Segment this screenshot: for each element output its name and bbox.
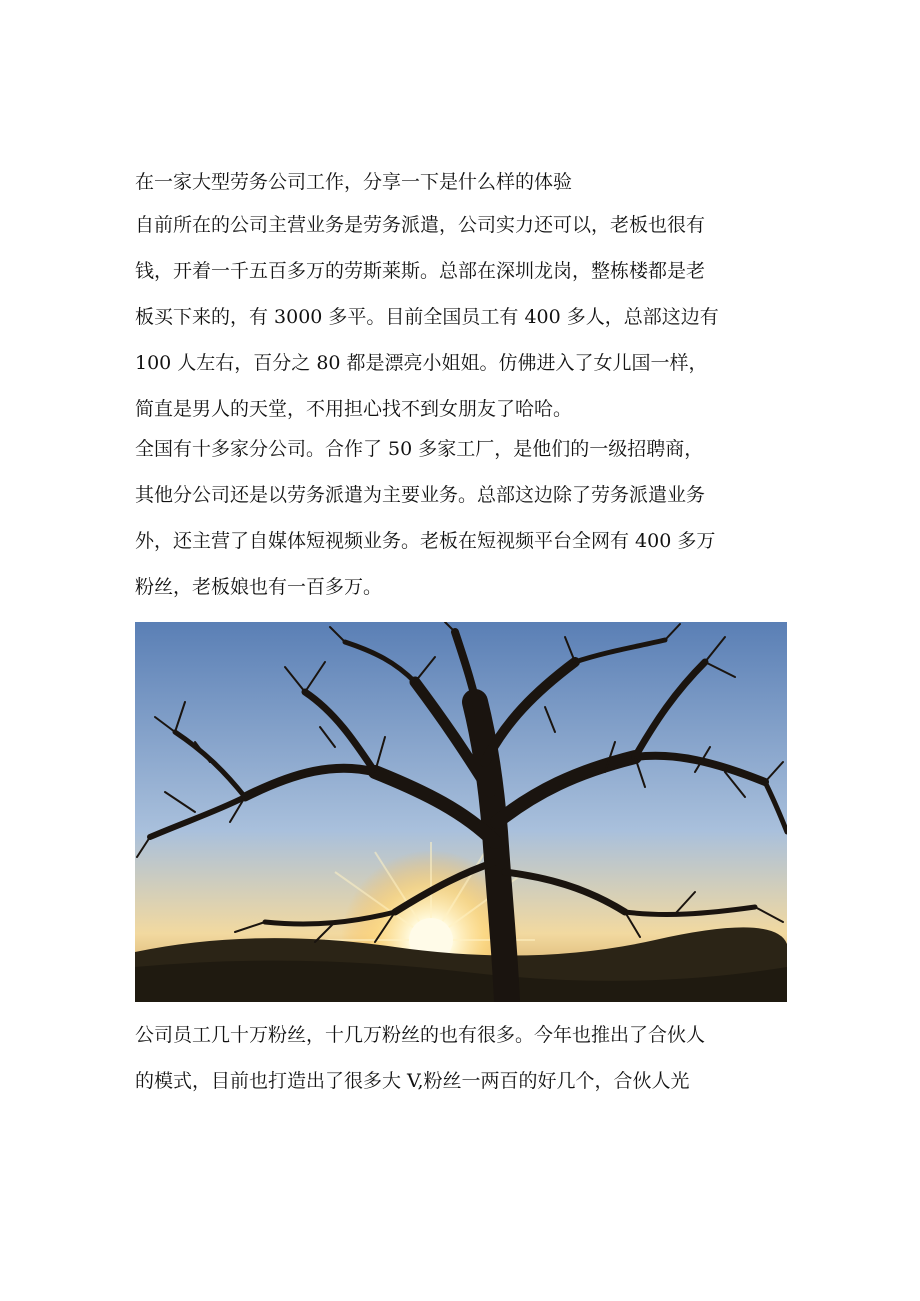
tree-sunset-illustration (135, 622, 787, 1002)
paragraph-line: 钱，开着一千五百多万的劳斯莱斯。总部在深圳龙岗，整栋楼都是老 (135, 260, 706, 282)
paragraph-line: 自前所在的公司主营业务是劳务派遣，公司实力还可以，老板也很有 (135, 214, 706, 236)
paragraph-line: 板买下来的，有 3000 多平。目前全国员工有 400 多人，总部这边有 (135, 306, 719, 328)
document-title: 在一家大型劳务公司工作，分享一下是什么样的体验 (135, 171, 573, 193)
paragraph-line: 100 人左右，百分之 80 都是漂亮小姐姐。仿佛进入了女儿国一样， (135, 352, 708, 374)
paragraph-line: 简直是男人的天堂，不用担心找不到女朋友了哈哈。 (135, 398, 573, 420)
paragraph-1 (135, 202, 787, 432)
paragraph-line: 的模式，目前也打造出了很多大 V,粉丝一两百的好几个，合伙人光 (135, 1070, 690, 1092)
paragraph-line: 公司员工几十万粉丝，十几万粉丝的也有很多。今年也推出了合伙人 (135, 1024, 706, 1046)
paragraph-2 (135, 426, 787, 610)
paragraph-line: 全国有十多家分公司。合作了 50 多家工厂，是他们的一级招聘商， (135, 438, 704, 460)
document-body (135, 166, 787, 1104)
tree-sunset-photo (135, 622, 787, 1002)
paragraph-line: 粉丝，老板娘也有一百多万。 (135, 576, 383, 598)
paragraph-line: 其他分公司还是以劳务派遣为主要业务。总部这边除了劳务派遣业务 (135, 484, 706, 506)
paragraph-3 (135, 1012, 787, 1104)
paragraph-line: 外，还主营了自媒体短视频业务。老板在短视频平台全网有 400 多万 (135, 530, 716, 552)
